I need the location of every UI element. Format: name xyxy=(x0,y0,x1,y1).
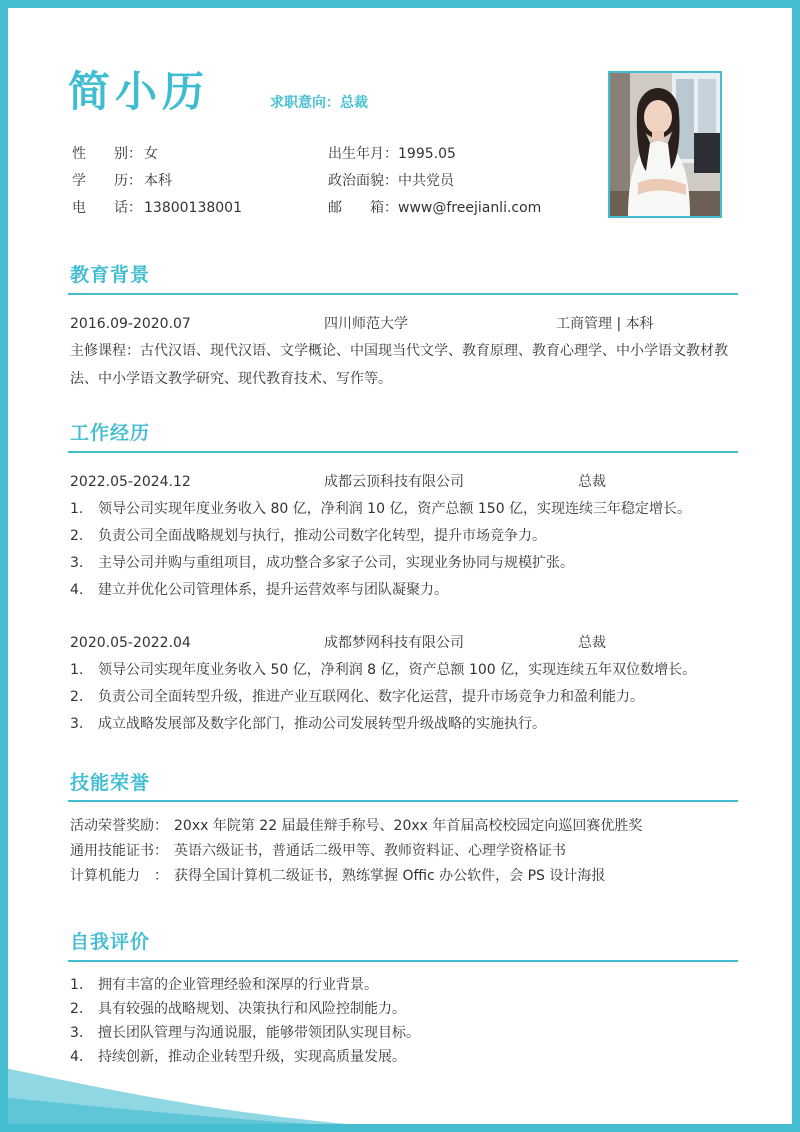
job-item xyxy=(70,660,696,680)
self-eval-number: 4. xyxy=(70,1049,84,1065)
info-gender-value: 女 xyxy=(144,146,158,162)
job-item-number: 1. xyxy=(70,501,84,517)
info-phone-value: 13800138001 xyxy=(144,200,242,216)
self-eval-number: 1. xyxy=(70,977,84,993)
info-education xyxy=(72,171,172,191)
info-politics xyxy=(328,171,454,191)
job-item-number: 2. xyxy=(70,689,84,705)
education-courses: 主修课程：古代汉语、现代汉语、文学概论、中国现当代文学、教育原理、教育心理学、中小学语文教材教法、中小学语文教学研究、现代教育技术、写作等。 xyxy=(70,343,728,387)
job-item-text: 领导公司实现年度业务收入 50 亿，净利润 8 亿，资产总额 100 亿，实现连续五年双位数增长。 xyxy=(98,662,697,678)
self-eval-item xyxy=(70,1047,406,1067)
info-phone-label: 电 话： xyxy=(72,200,142,216)
job-item xyxy=(70,687,644,707)
section-divider-education xyxy=(68,293,738,295)
job-item-text: 负责公司全面转型升级，推进产业互联网化、数字化运营，提升市场竞争力和盈利能力。 xyxy=(98,689,644,705)
job-period: 2020.05-2022.04 xyxy=(70,635,191,651)
job-period: 2022.05-2024.12 xyxy=(70,474,191,490)
job-company: 成都梦网科技有限公司 xyxy=(324,635,464,651)
info-phone xyxy=(72,198,242,218)
job-item-text: 领导公司实现年度业务收入 80 亿，净利润 10 亿，资产总额 150 亿，实现连续三年稳定增长。 xyxy=(98,501,692,517)
info-gender-label: 性 别： xyxy=(72,146,142,162)
self-eval-text: 拥有丰富的企业管理经验和深厚的行业背景。 xyxy=(98,977,378,993)
info-email-label: 邮 箱： xyxy=(328,200,398,216)
skill-item xyxy=(70,841,566,861)
skill-item-label: 通用技能证书： xyxy=(70,843,168,859)
section-divider-self-eval xyxy=(68,960,738,962)
info-gender xyxy=(72,144,158,164)
section-title-education: 教育背景 xyxy=(70,264,151,286)
job-position: 总裁 xyxy=(578,635,606,651)
self-eval-text: 具有较强的战略规划、决策执行和风险控制能力。 xyxy=(98,1001,406,1017)
self-eval-item xyxy=(70,999,406,1019)
info-birth-value: 1995.05 xyxy=(398,146,456,162)
info-birth-label: 出生年月： xyxy=(328,146,398,162)
job-item-number: 3. xyxy=(70,555,84,571)
skill-item-label: 活动荣誉奖励： xyxy=(70,818,168,834)
education-major: 工商管理 | 本科 xyxy=(556,316,654,332)
info-email-value[interactable]: www@freejianli.com xyxy=(398,200,542,216)
self-eval-text: 持续创新，推动企业转型升级，实现高质量发展。 xyxy=(98,1049,406,1065)
profile-photo xyxy=(608,71,722,218)
job-item xyxy=(70,553,574,573)
self-eval-number: 3. xyxy=(70,1025,84,1041)
education-period: 2016.09-2020.07 xyxy=(70,316,191,332)
info-birth xyxy=(328,144,456,164)
skill-item-text: 20xx 年院第 22 届最佳辩手称号、20xx 年首届高校校园定向巡回赛优胜奖 xyxy=(174,818,643,834)
resume-name: 简小历 xyxy=(68,67,210,116)
skill-item xyxy=(70,866,605,886)
info-politics-label: 政治面貌： xyxy=(328,173,398,189)
profile-photo-illustration xyxy=(610,73,720,216)
job-item-text: 主导公司并购与重组项目，成功整合多家子公司，实现业务协同与规模扩张。 xyxy=(98,555,574,571)
section-title-skills: 技能荣誉 xyxy=(70,772,151,794)
job-item-text: 负责公司全面战略规划与执行，推动公司数字化转型，提升市场竞争力。 xyxy=(98,528,546,544)
job-position: 总裁 xyxy=(578,474,606,490)
job-item-number: 2. xyxy=(70,528,84,544)
self-eval-text: 擅长团队管理与沟通说服，能够带领团队实现目标。 xyxy=(98,1025,420,1041)
job-item-number: 1. xyxy=(70,662,84,678)
job-item xyxy=(70,526,546,546)
section-title-self-eval: 自我评价 xyxy=(70,931,151,953)
job-item-number: 4. xyxy=(70,582,84,598)
job-item-text: 成立战略发展部及数字化部门，推动公司发展转型升级战略的实施执行。 xyxy=(98,716,546,732)
job-item-text: 建立并优化公司管理体系，提升运营效率与团队凝聚力。 xyxy=(98,582,448,598)
section-title-work: 工作经历 xyxy=(70,422,151,444)
self-eval-item xyxy=(70,1023,420,1043)
section-divider-work xyxy=(68,451,738,453)
skill-item xyxy=(70,816,642,836)
info-email xyxy=(328,198,541,218)
info-politics-value: 中共党员 xyxy=(398,173,454,189)
self-eval-number: 2. xyxy=(70,1001,84,1017)
job-item xyxy=(70,714,546,734)
job-item xyxy=(70,580,448,600)
job-company: 成都云顶科技有限公司 xyxy=(324,474,464,490)
job-item-number: 3. xyxy=(70,716,84,732)
job-intent: 求职意向：总裁 xyxy=(270,95,368,111)
skill-item-text: 英语六级证书，普通话二级甲等、教师资料证、心理学资格证书 xyxy=(174,843,566,859)
skill-item-text: 获得全国计算机二级证书，熟练掌握 Offic 办公软件，会 PS 设计海报 xyxy=(174,868,606,884)
info-education-label: 学 历： xyxy=(72,173,142,189)
skill-item-label: 计算机能力 ： xyxy=(70,868,168,884)
info-education-value: 本科 xyxy=(144,173,172,189)
section-divider-skills xyxy=(68,800,738,802)
education-school: 四川师范大学 xyxy=(324,316,408,332)
job-item xyxy=(70,499,691,519)
self-eval-item xyxy=(70,975,378,995)
